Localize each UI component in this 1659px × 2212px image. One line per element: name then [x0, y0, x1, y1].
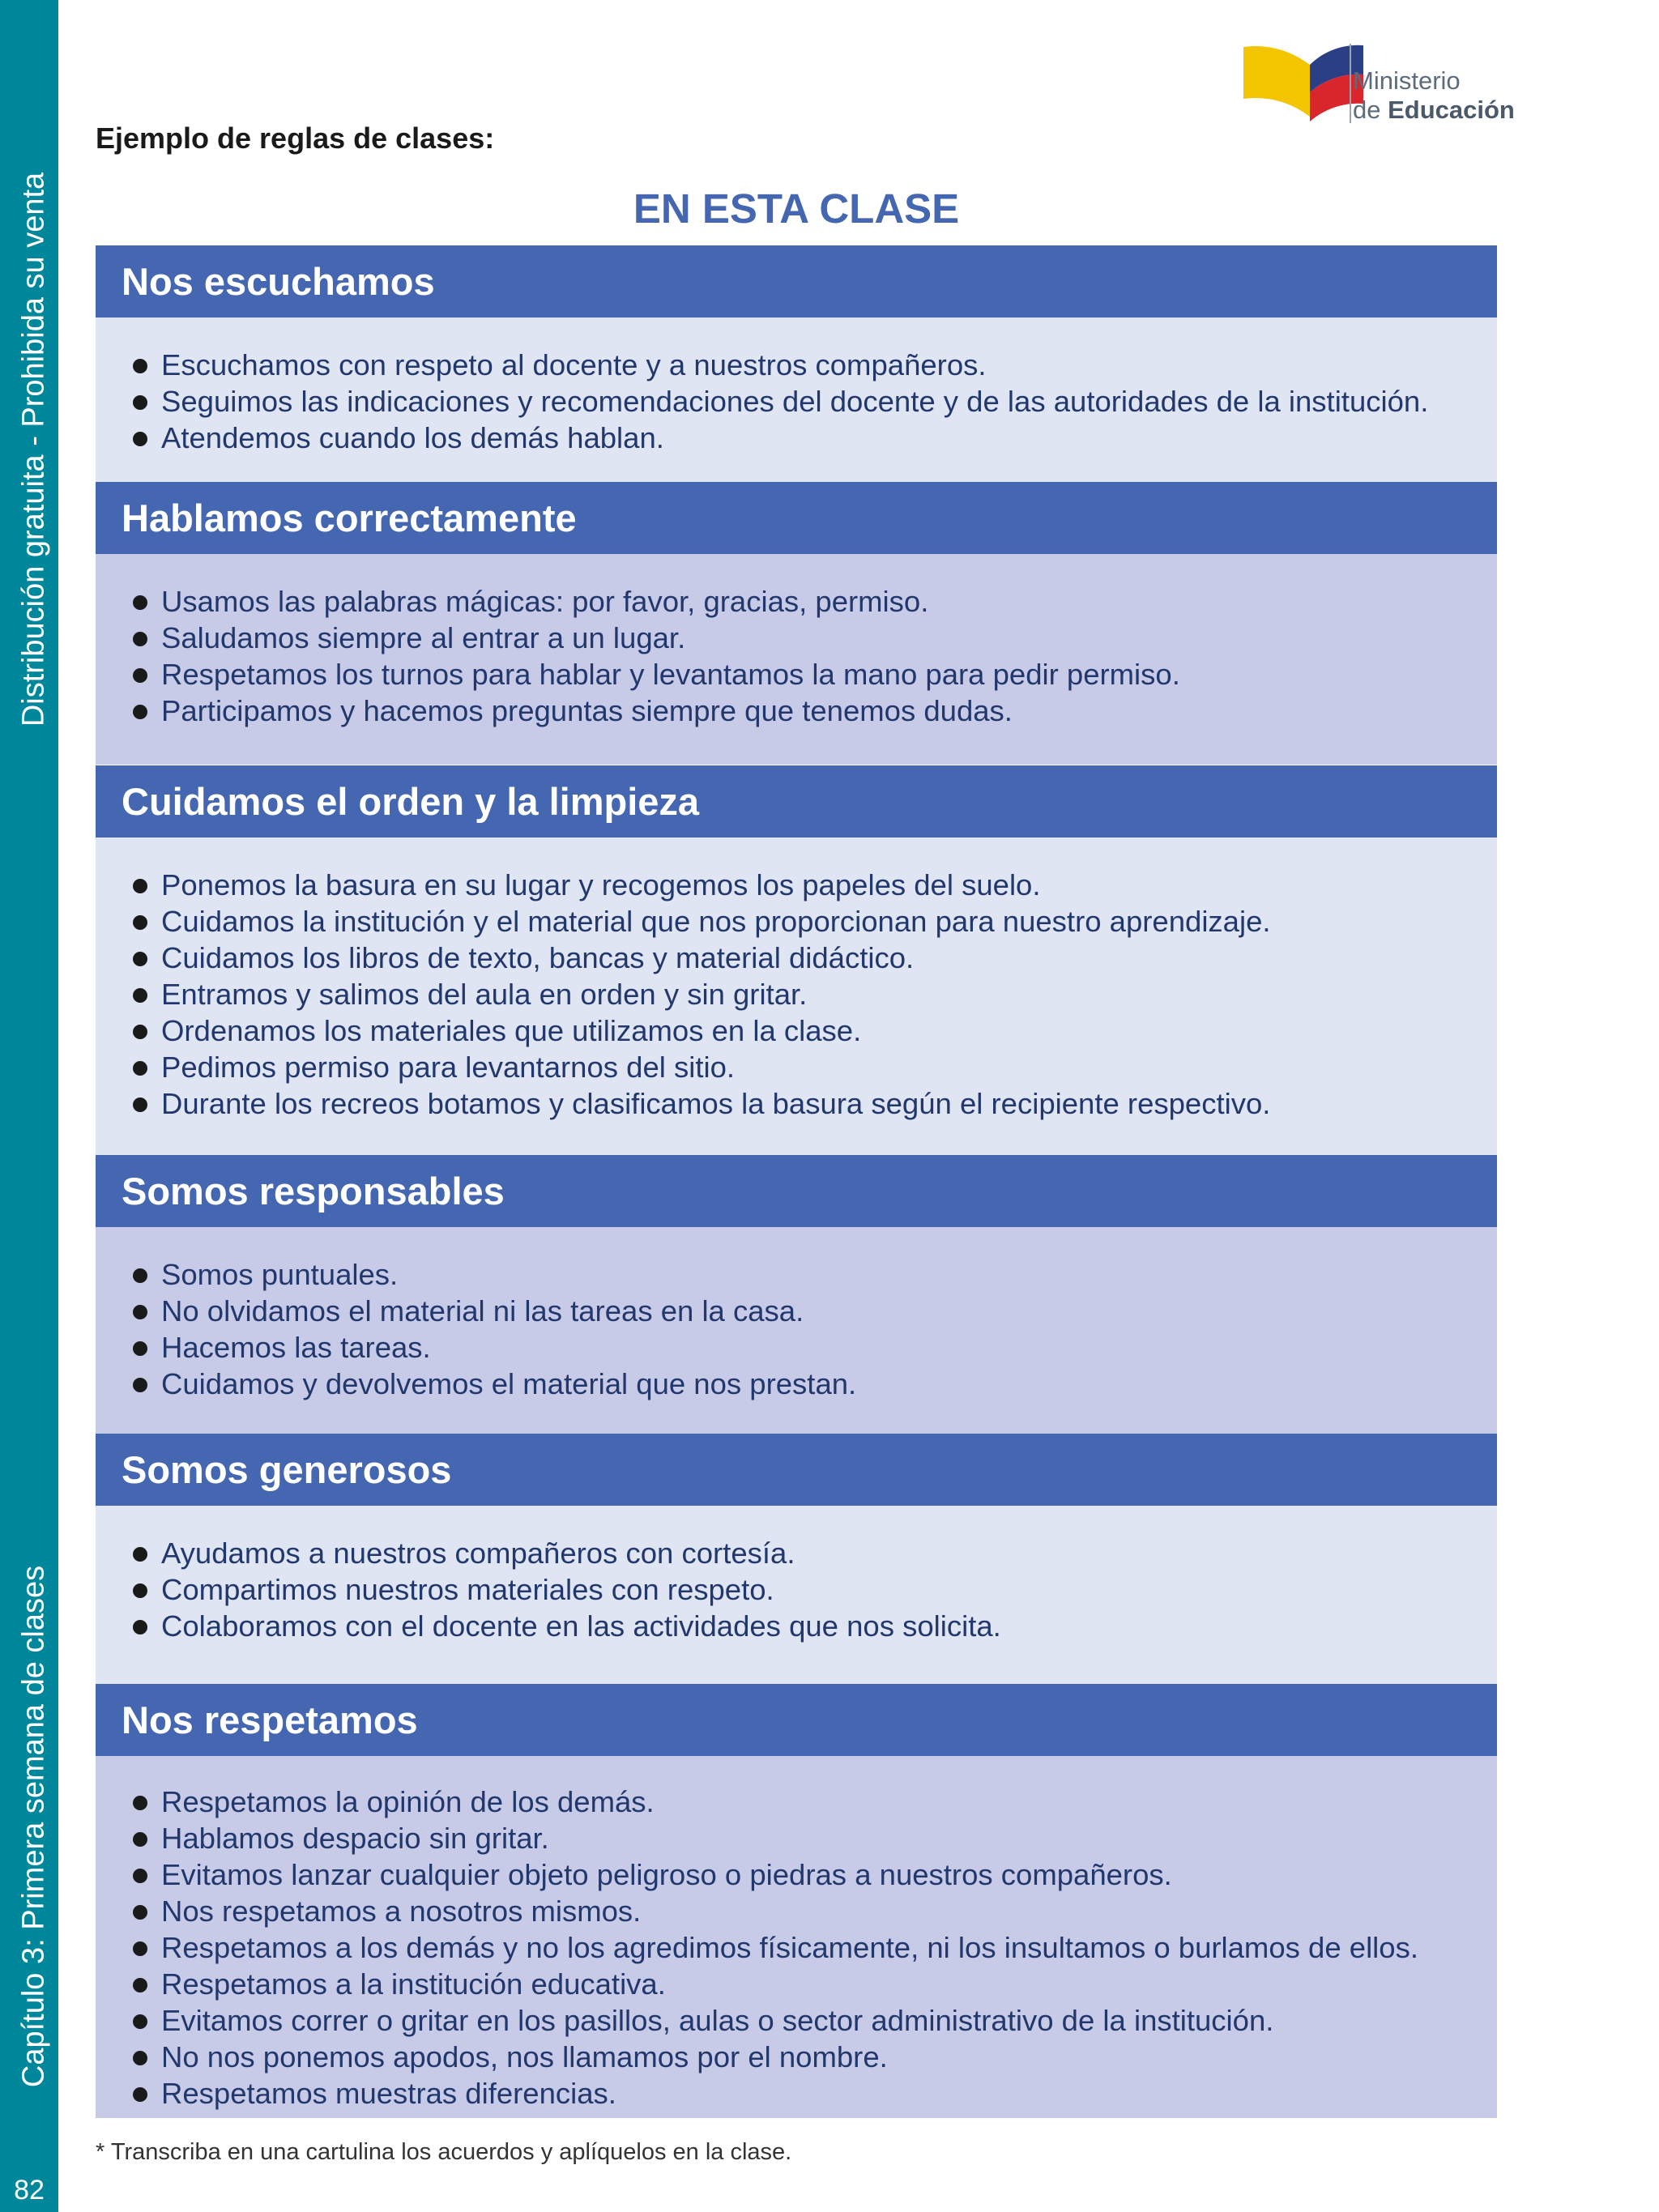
list-item: [96, 1293, 1497, 1329]
list-item-text: Respetamos muestras diferencias.: [161, 2077, 616, 2110]
bullet-icon: [133, 1061, 147, 1076]
bullet-icon: [133, 1547, 147, 1562]
bullet-icon: [133, 1941, 147, 1956]
list-item: [96, 620, 1497, 656]
bullet-icon: [133, 1025, 147, 1039]
section-body: [96, 1756, 1497, 2118]
list-item: [96, 976, 1497, 1012]
list-item: [96, 1049, 1497, 1085]
list-item-text: Nos respetamos a nosotros mismos.: [161, 1894, 642, 1928]
bullet-icon: [133, 668, 147, 683]
bullet-icon: [133, 1268, 147, 1283]
section-nos-escuchamos: [96, 245, 1497, 483]
list-item: [96, 1366, 1497, 1402]
list-item-text: Saludamos siempre al entrar a un lugar.: [161, 621, 686, 654]
section-body: [96, 318, 1497, 483]
section-heading: Somos generosos: [96, 1434, 1497, 1506]
bullet-icon: [133, 1583, 147, 1598]
bullet-icon: [133, 952, 147, 966]
section-cuidamos-el-orden: [96, 765, 1497, 1155]
list-item: [96, 1784, 1497, 1820]
sidebar: [0, 0, 58, 2212]
section-body: [96, 554, 1497, 765]
logo-line-2-prefix: de: [1353, 96, 1388, 124]
section-heading: Somos responsables: [96, 1155, 1497, 1227]
list-item-text: Respetamos a la institución educativa.: [161, 1967, 666, 2001]
bullet-icon: [133, 2014, 147, 2029]
list-item: [96, 1535, 1497, 1571]
list-item-text: Cuidamos los libros de texto, bancas y material didáctico.: [161, 941, 915, 974]
list-item: [96, 1966, 1497, 2002]
list-item: [96, 1571, 1497, 1608]
list-item-text: Compartimos nuestros materiales con respeto.: [161, 1573, 774, 1606]
list-item: [96, 940, 1497, 976]
list-item-text: Evitamos correr o gritar en los pasillos, aulas o sector administrativo de la institución.: [161, 2004, 1274, 2037]
bullet-icon: [133, 1097, 147, 1112]
bullet-icon: [133, 879, 147, 893]
list-item: [96, 693, 1497, 729]
section-heading: Hablamos correctamente: [96, 482, 1497, 554]
list-item: [96, 1893, 1497, 1929]
list-item: [96, 1085, 1497, 1122]
list-item-text: Usamos las palabras mágicas: por favor, gracias, permiso.: [161, 585, 929, 618]
logo-line-1: Ministerio: [1353, 66, 1461, 95]
list-item: [96, 1929, 1497, 1966]
list-item-text: Participamos y hacemos preguntas siempre que tenemos dudas.: [161, 694, 1013, 727]
list-item-text: No olvidamos el material ni las tareas en la casa.: [161, 1294, 804, 1328]
section-body: [96, 1506, 1497, 1684]
bullet-icon: [133, 632, 147, 646]
list-item: [96, 1820, 1497, 1856]
page-number: 82: [14, 2175, 45, 2206]
list-item-text: Cuidamos la institución y el material que nos proporcionan para nuestro aprendizaje.: [161, 905, 1271, 938]
list-item: [96, 1608, 1497, 1644]
list-item: [96, 420, 1497, 456]
bullet-icon: [133, 1832, 147, 1847]
list-item-text: Atendemos cuando los demás hablan.: [161, 421, 664, 454]
bullet-icon: [133, 395, 147, 410]
list-item-text: Respetamos a los demás y no los agredimos físicamente, ni los insultamos o burlamos de ellos.: [161, 1931, 1418, 1964]
bullet-icon: [133, 359, 147, 373]
list-item-text: Cuidamos y devolvemos el material que nos prestan.: [161, 1367, 857, 1400]
list-item: [96, 1012, 1497, 1049]
list-item-text: Evitamos lanzar cualquier objeto peligroso o piedras a nuestros compañeros.: [161, 1858, 1172, 1891]
bullet-icon: [133, 1978, 147, 1993]
list-item: [96, 347, 1497, 383]
section-hablamos-correctamente: [96, 482, 1497, 765]
list-item: [96, 867, 1497, 903]
bullet-icon: [133, 1905, 147, 1920]
list-item: [96, 2075, 1497, 2112]
section-body: [96, 1227, 1497, 1434]
bullet-icon: [133, 988, 147, 1003]
list-item-text: Ayudamos a nuestros compañeros con cortesía.: [161, 1536, 795, 1570]
section-heading: Nos respetamos: [96, 1684, 1497, 1756]
sidebar-chapter-text: Capítulo 3: Primera semana de clases: [16, 1565, 51, 2088]
bullet-icon: [133, 1378, 147, 1392]
list-item: [96, 583, 1497, 620]
list-item-text: Pedimos permiso para levantarnos del sitio.: [161, 1051, 736, 1084]
sidebar-distribution-text: Distribución gratuita - Prohibida su venta: [16, 172, 51, 727]
list-item: [96, 383, 1497, 420]
section-nos-respetamos: [96, 1684, 1497, 2118]
list-item-text: Hacemos las tareas.: [161, 1331, 431, 1364]
bullet-icon: [133, 1341, 147, 1356]
bullet-icon: [133, 705, 147, 719]
bullet-icon: [133, 2087, 147, 2102]
list-item-text: Entramos y salimos del aula en orden y sin gritar.: [161, 978, 808, 1011]
section-heading: Nos escuchamos: [96, 245, 1497, 318]
bullet-icon: [133, 432, 147, 446]
list-item: [96, 1329, 1497, 1366]
section-somos-responsables: [96, 1155, 1497, 1434]
section-body: [96, 837, 1497, 1155]
logo-line-2: [1353, 96, 1515, 125]
intro-heading: Ejemplo de reglas de clases:: [96, 121, 495, 155]
footnote: * Transcriba en una cartulina los acuerdos y aplíquelos en la clase.: [96, 2139, 792, 2165]
list-item: [96, 1856, 1497, 1893]
bullet-icon: [133, 2051, 147, 2065]
list-item-text: Escuchamos con respeto al docente y a nuestros compañeros.: [161, 348, 987, 381]
list-item-text: Hablamos despacio sin gritar.: [161, 1822, 549, 1855]
bullet-icon: [133, 915, 147, 930]
list-item-text: Seguimos las indicaciones y recomendaciones del docente y de las autoridades de la institución.: [161, 385, 1429, 418]
list-item: [96, 656, 1497, 693]
list-item-text: Ordenamos los materiales que utilizamos en la clase.: [161, 1014, 862, 1047]
bullet-icon: [133, 1869, 147, 1883]
list-item-text: Somos puntuales.: [161, 1258, 399, 1291]
logo-line-2-bold: Educación: [1388, 96, 1515, 124]
list-item-text: Colaboramos con el docente en las actividades que nos solicita.: [161, 1609, 1001, 1643]
list-item: [96, 903, 1497, 940]
page-title: EN ESTA CLASE: [633, 185, 960, 232]
list-item-text: Respetamos los turnos para hablar y levantamos la mano para pedir permiso.: [161, 658, 1180, 691]
list-item: [96, 2002, 1497, 2039]
section-somos-generosos: [96, 1434, 1497, 1684]
bullet-icon: [133, 595, 147, 610]
bullet-icon: [133, 1796, 147, 1810]
section-heading: Cuidamos el orden y la limpieza: [96, 765, 1497, 837]
list-item: [96, 1256, 1497, 1293]
bullet-icon: [133, 1620, 147, 1634]
list-item-text: Ponemos la basura en su lugar y recogemos los papeles del suelo.: [161, 868, 1041, 901]
ministerio-logo-text: [1353, 66, 1515, 125]
bullet-icon: [133, 1305, 147, 1319]
list-item-text: Durante los recreos botamos y clasificamos la basura según el recipiente respectivo.: [161, 1087, 1271, 1120]
list-item: [96, 2039, 1497, 2075]
list-item-text: No nos ponemos apodos, nos llamamos por el nombre.: [161, 2040, 888, 2073]
list-item-text: Respetamos la opinión de los demás.: [161, 1785, 655, 1818]
